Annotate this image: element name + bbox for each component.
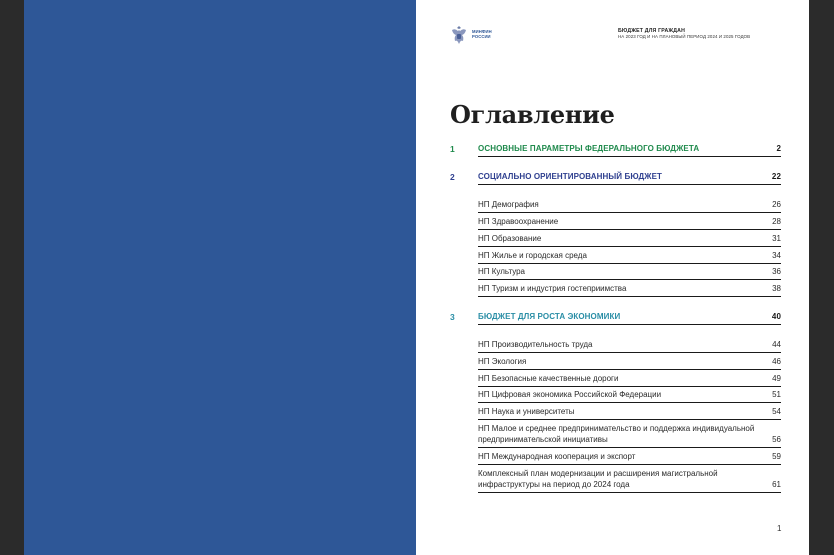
document-title: БЮДЖЕТ ДЛЯ ГРАЖДАН [618,28,686,34]
logo-text-line2: РОССИИ [472,34,491,39]
document-header [618,28,750,40]
section-title: СОЦИАЛЬНО ОРИЕНТИРОВАННЫЙ БЮДЖЕТ [478,172,663,181]
item-page: 56 [772,435,781,444]
item-title: НП Экология [478,357,527,366]
coat-of-arms-icon [450,25,468,45]
toc-item[interactable] [478,339,781,353]
logo-text-line1: МИНФИН [472,29,492,34]
toc-item[interactable] [478,406,781,420]
toc-item[interactable] [478,356,781,370]
toc-item[interactable] [478,266,781,280]
page-number: 1 [777,524,782,533]
section-page: 2 [776,144,781,153]
toc-item[interactable] [478,250,781,264]
item-page: 31 [772,234,781,243]
section-number: 2 [450,172,455,182]
section-title: ОСНОВНЫЕ ПАРАМЕТРЫ ФЕДЕРАЛЬНОГО БЮДЖЕТА [478,144,700,153]
section-number: 1 [450,144,455,154]
section-title: БЮДЖЕТ ДЛЯ РОСТА ЭКОНОМИКИ [478,312,621,321]
toc-item[interactable] [478,283,781,297]
left-dark-band [0,0,24,555]
item-page: 61 [772,480,781,489]
item-page: 54 [772,407,781,416]
toc-page [416,0,809,555]
toc-item[interactable] [478,216,781,230]
item-title: НП Малое и среднее предпринимательство и поддержка индивидуальной предпринимательской инициативы [478,424,755,444]
item-title: НП Образование [478,234,542,243]
item-page: 34 [772,251,781,260]
item-page: 36 [772,267,781,276]
item-page: 26 [772,200,781,209]
item-title: НП Наука и университеты [478,407,575,416]
cover-blue-page [24,0,416,555]
toc-item[interactable] [478,199,781,213]
item-title: НП Жилье и городская среда [478,251,587,260]
toc-item[interactable] [478,233,781,247]
item-title: Комплексный план модернизации и расширения магистральной инфраструктуры на период до 2024 года [478,469,718,489]
right-dark-band [809,0,834,555]
item-page: 38 [772,284,781,293]
item-title: НП Демография [478,200,539,209]
section-number: 3 [450,312,455,322]
item-title: НП Здравоохранение [478,217,559,226]
item-page: 49 [772,374,781,383]
toc-item[interactable] [478,423,781,448]
item-page: 44 [772,340,781,349]
document-subtitle: НА 2023 ГОД И НА ПЛАНОВЫЙ ПЕРИОД 2024 И 2025 ГОДОВ [618,34,751,39]
item-page: 46 [772,357,781,366]
item-title: НП Цифровая экономика Российской Федерации [478,390,662,399]
ministry-logo-text [472,29,492,39]
section-page: 40 [771,312,781,321]
toc-section-2[interactable] [478,172,781,185]
item-page: 51 [772,390,781,399]
item-title: НП Культура [478,267,526,276]
toc-item[interactable] [478,389,781,403]
item-title: НП Производительность труда [478,340,593,349]
item-title: НП Туризм и индустрия гостеприимства [478,284,627,293]
toc-section-3[interactable] [478,312,781,325]
toc-item[interactable] [478,468,781,493]
item-page: 28 [772,217,781,226]
item-title: НП Безопасные качественные дороги [478,374,619,383]
toc-item[interactable] [478,451,781,465]
section-page: 22 [771,172,781,181]
toc-item[interactable] [478,373,781,387]
item-page: 59 [772,452,781,461]
page-title: Оглавление [450,100,615,129]
item-title: НП Международная кооперация и экспорт [478,452,636,461]
toc-section-1[interactable] [478,144,781,157]
